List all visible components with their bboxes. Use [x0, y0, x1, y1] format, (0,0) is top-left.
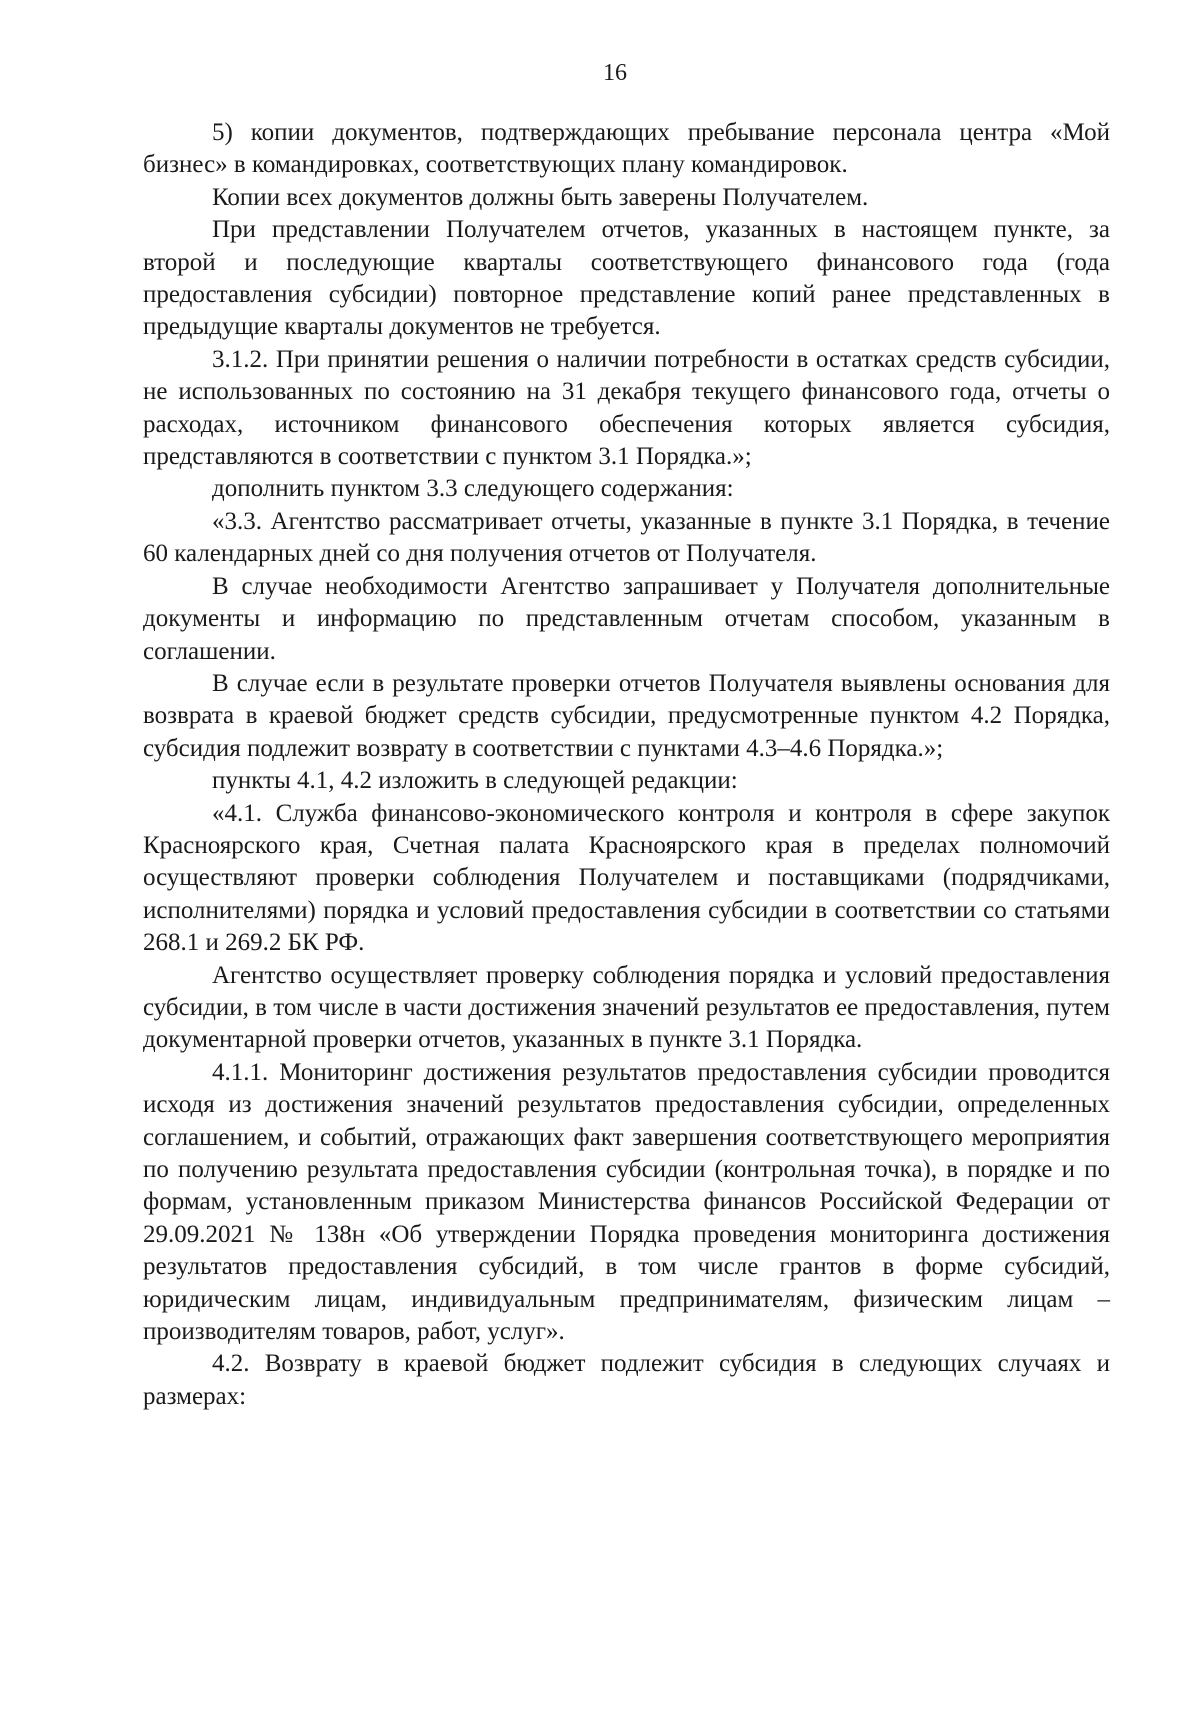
paragraph-4-2: 4.2. Возврату в краевой бюджет подлежит субсидия в следующих случаях и размерах: [143, 1350, 1110, 1410]
paragraph-4-1-1: 4.1.1. Мониторинг достижения результатов предоставления субсидии проводится исходя из достижения значений результатов предоставления субсидии, определенных соглашением, и событий, отражающих факт завершения соответствующего мероприятия по получению результата предоставления субсидии (контрольная точка), в порядке и по формам, установленным приказом Министерства финансов Российской Федерации от 29.09.2021 № 138н «Об утверждении Порядка проведения мониторинга достижения результатов предоставления субсидий, в том числе грантов в форме субсидий, юридическим лицам, индивидуальным предпринимателям, физическим лицам – производителям товаров, работ, услуг». [143, 1058, 1110, 1346]
paragraph-business-trip-copies: 5) копии документов, подтверждающих пребывание персонала центра «Мой бизнес» в командировках, соответствующих плану командировок. [143, 119, 1110, 179]
document-body [143, 117, 1110, 1413]
paragraph-certification: Копии всех документов должны быть заверены Получателем. [212, 183, 869, 211]
paragraph-quarterly-reports: При представлении Получателем отчетов, указанных в настоящем пункте, за второй и последующие кварталы соответствующего финансового года (года предоставления субсидии) повторное представление копий ранее представленных в предыдущие кварталы документов не требуется. [143, 216, 1110, 341]
paragraph-3-1-2: 3.1.2. При принятии решения о наличии потребности в остатках средств субсидии, не использованных по состоянию на 31 декабря текущего финансового года, отчеты о расходах, источником финансового обеспечения которых является субсидия, представляются в соответствии с пунктом 3.1 Порядка.»; [143, 345, 1110, 471]
page-number: 16 [603, 60, 627, 86]
paragraph-points-4-1-4-2: пункты 4.1, 4.2 изложить в следующей редакции: [212, 767, 738, 795]
paragraph-add-point-3-3: дополнить пунктом 3.3 следующего содержания: [212, 475, 734, 503]
paragraph-3-3: «3.3. Агентство рассматривает отчеты, указанные в пункте 3.1 Порядка, в течение 60 календарных дней со дня получения отчетов от Получателя. [143, 507, 1110, 568]
paragraph-agency-check: Агентство осуществляет проверку соблюдения порядка и условий предоставления субсидии, в том числе в части достижения значений результатов ее предоставления, путем документарной проверки отчетов, указанных в пункте 3.1 Порядка. [143, 961, 1110, 1054]
paragraph-4-1: «4.1. Служба финансово-экономического контроля и контроля в сфере закупок Красноярского края, Счетная палата Красноярского края в пределах полномочий осуществляют проверки соблюдения Получателем и поставщиками (подрядчиками, исполнителями) порядка и условий предоставления субсидии в соответствии со статьями 268.1 и 269.2 БК РФ. [143, 799, 1110, 957]
paragraph-return-grounds: В случае если в результате проверки отчетов Получателя выявлены основания для возврата в краевой бюджет средств субсидии, предусмотренные пунктом 4.2 Порядка, субсидия подлежит возврату в соответствии с пунктами 4.3–4.6 Порядка.»; [143, 669, 1110, 762]
paragraph-additional-documents: В случае необходимости Агентство запрашивает у Получателя дополнительные документы и информацию по представленным отчетам способом, указанным в соглашении. [143, 572, 1110, 665]
